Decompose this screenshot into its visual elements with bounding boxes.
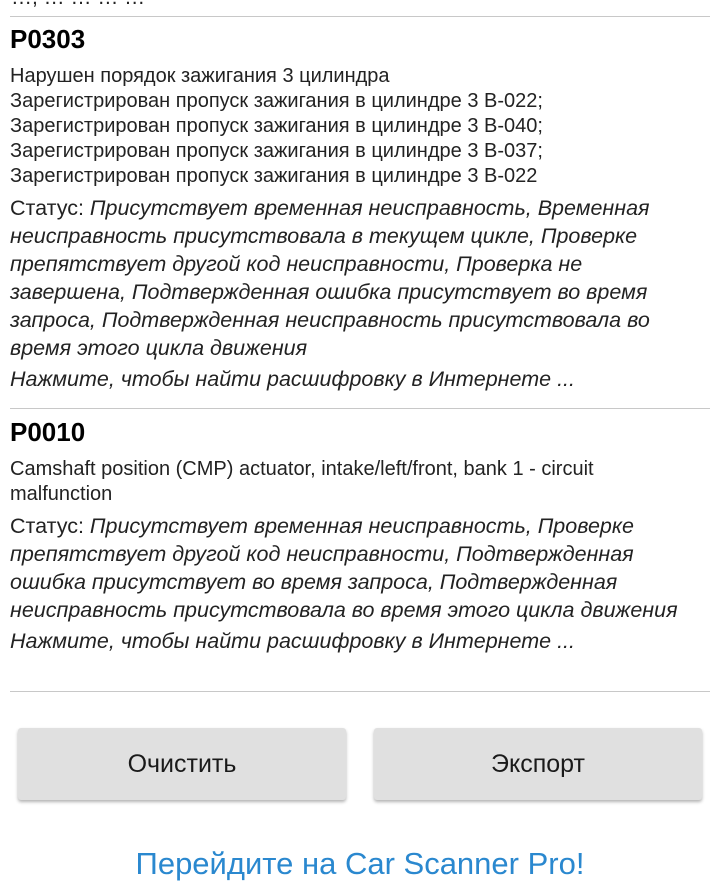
dtc-description-line: Camshaft position (CMP) actuator, intake/left/front, bank 1 - circuit bbox=[10, 458, 594, 480]
status-text: Присутствует временная неисправность, Проверке препятствует другой код неисправности, Подтвержденная ошибка присутствует во время запроса, Подтвержденная неисправность присутствовала во время этого цикла движения bbox=[10, 514, 678, 622]
status-label: Статус: bbox=[10, 196, 90, 220]
dtc-entry[interactable] bbox=[10, 417, 700, 655]
web-lookup-link[interactable]: Нажмите, чтобы найти расшифровку в Интернете ... bbox=[10, 629, 575, 653]
dtc-status bbox=[10, 512, 700, 624]
dtc-code: P0010 bbox=[10, 417, 86, 447]
dtc-description-line: malfunction bbox=[10, 483, 113, 505]
divider bbox=[10, 16, 710, 17]
divider bbox=[10, 691, 710, 692]
dtc-description-line: Зарегистрирован пропуск зажигания в цилиндре 3 B-022 bbox=[10, 165, 538, 187]
clear-button[interactable]: Очистить bbox=[18, 728, 346, 800]
dtc-code: P0303 bbox=[10, 24, 86, 54]
divider bbox=[10, 408, 710, 409]
dtc-description-line: Зарегистрирован пропуск зажигания в цилиндре 3 B-037; bbox=[10, 140, 543, 162]
dtc-description bbox=[10, 64, 700, 189]
car-scanner-pro-link[interactable]: Перейдите на Car Scanner Pro! bbox=[135, 846, 585, 881]
export-button[interactable]: Экспорт bbox=[374, 728, 702, 800]
dtc-description bbox=[10, 457, 700, 507]
dtc-description-line: Нарушен порядок зажигания 3 цилиндра bbox=[10, 65, 390, 87]
status-text: Присутствует временная неисправность, Временная неисправность присутствовала в текущем цикле, Проверке препятствует другой код неисправности, Проверка не завершена, Подтвержденная ошибка присутствует во время запроса, Подтвержденная неисправность присутствовала во время этого цикла движения bbox=[10, 196, 650, 360]
previous-entry-cut-text bbox=[11, 0, 145, 10]
web-lookup-link[interactable]: Нажмите, чтобы найти расшифровку в Интернете ... bbox=[10, 367, 575, 391]
dtc-entry[interactable] bbox=[10, 24, 700, 393]
dtc-status bbox=[10, 194, 700, 362]
dtc-description-line: Зарегистрирован пропуск зажигания в цилиндре 3 B-040; bbox=[10, 115, 543, 137]
dtc-description-line: Зарегистрирован пропуск зажигания в цилиндре 3 B-022; bbox=[10, 90, 543, 112]
status-label: Статус: bbox=[10, 514, 90, 538]
